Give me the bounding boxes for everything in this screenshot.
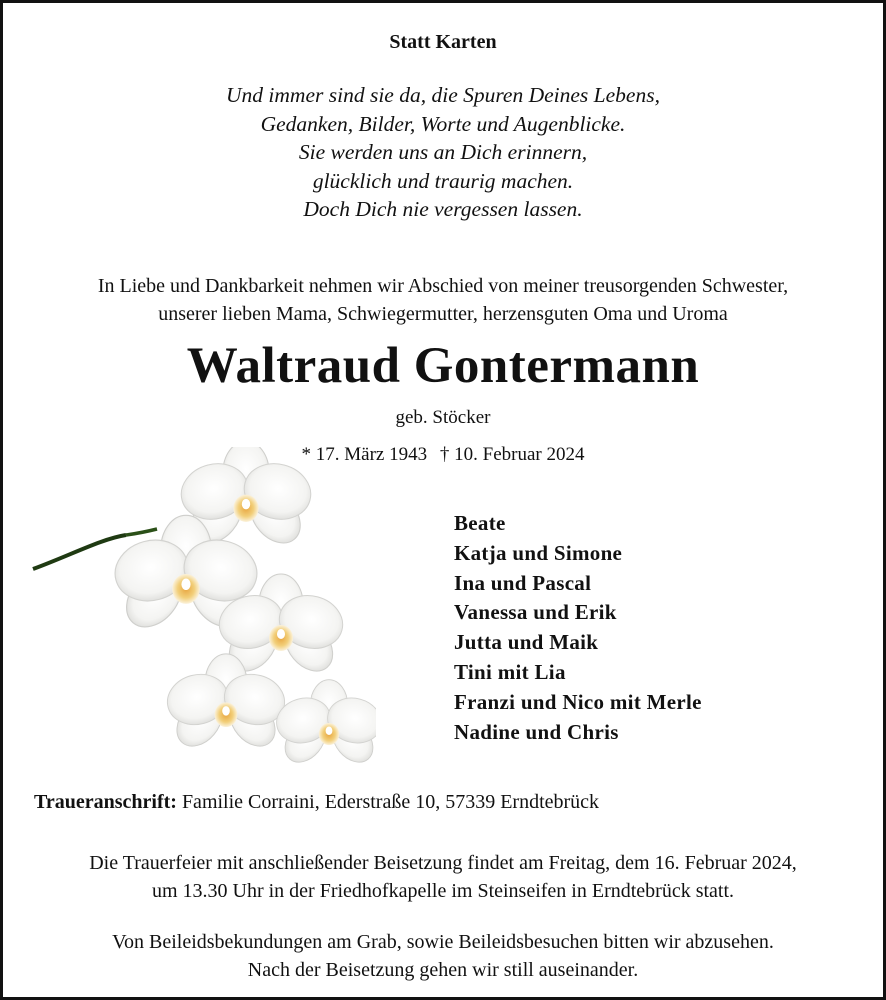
address-label: Traueranschrift: bbox=[34, 791, 177, 813]
ceremony-line: um 13.30 Uhr in der Friedhofkapelle im Steinseifen in Erndtebrück statt. bbox=[151, 880, 735, 902]
poem-line: Gedanken, Bilder, Worte und Augenblicke. bbox=[260, 111, 626, 136]
family-member: Vanessa und Erik bbox=[454, 600, 617, 625]
intro-line: unserer lieben Mama, Schwiegermutter, herzensguten Oma und Uroma bbox=[158, 303, 728, 325]
farewell-intro bbox=[3, 272, 883, 328]
closing-note bbox=[3, 928, 883, 984]
family-member: Ina und Pascal bbox=[454, 570, 592, 595]
poem-line: Doch Dich nie vergessen lassen. bbox=[303, 197, 583, 221]
poem-line: Und immer sind sie da, die Spuren Deines Lebens, bbox=[226, 83, 660, 107]
white-orchid-image bbox=[31, 447, 376, 777]
family-members bbox=[454, 509, 702, 747]
ceremony-line: Die Trauerfeier mit anschließender Beisetzung findet am Freitag, dem 16. Februar 2024, bbox=[89, 852, 797, 874]
family-member: Jutta und Maik bbox=[454, 630, 599, 655]
poem-line: Sie werden uns an Dich erinnern, bbox=[298, 140, 588, 164]
intro-line: In Liebe und Dankbarkeit nehmen wir Abschied von meiner treusorgenden Schwester, bbox=[97, 275, 789, 297]
maiden-name: geb. Stöcker bbox=[395, 407, 491, 428]
birth-date: * 17. März 1943 bbox=[301, 444, 428, 465]
death-date: † 10. Februar 2024 bbox=[439, 444, 585, 465]
closing-line: Von Beileidsbekundungen am Grab, sowie Beileidsbesuchen bitten wir abzusehen. bbox=[112, 931, 774, 953]
closing-line: Nach der Beisetzung gehen wir still auseinander. bbox=[247, 959, 639, 981]
family-member: Katja und Simone bbox=[454, 540, 623, 565]
mourning-address bbox=[34, 791, 599, 814]
address-value: Familie Corraini, Ederstraße 10, 57339 Erndtebrück bbox=[176, 791, 600, 813]
memorial-poem bbox=[3, 81, 883, 224]
notice-heading: Statt Karten bbox=[389, 31, 497, 53]
family-member: Nadine und Chris bbox=[454, 719, 619, 744]
ceremony-info bbox=[3, 849, 883, 905]
family-member: Franzi und Nico mit Merle bbox=[454, 689, 702, 714]
deceased-name: Waltraud Gontermann bbox=[186, 338, 700, 394]
family-member: Beate bbox=[454, 511, 506, 535]
poem-line: glücklich und traurig machen. bbox=[312, 168, 574, 193]
family-member: Tini mit Lia bbox=[454, 659, 566, 684]
